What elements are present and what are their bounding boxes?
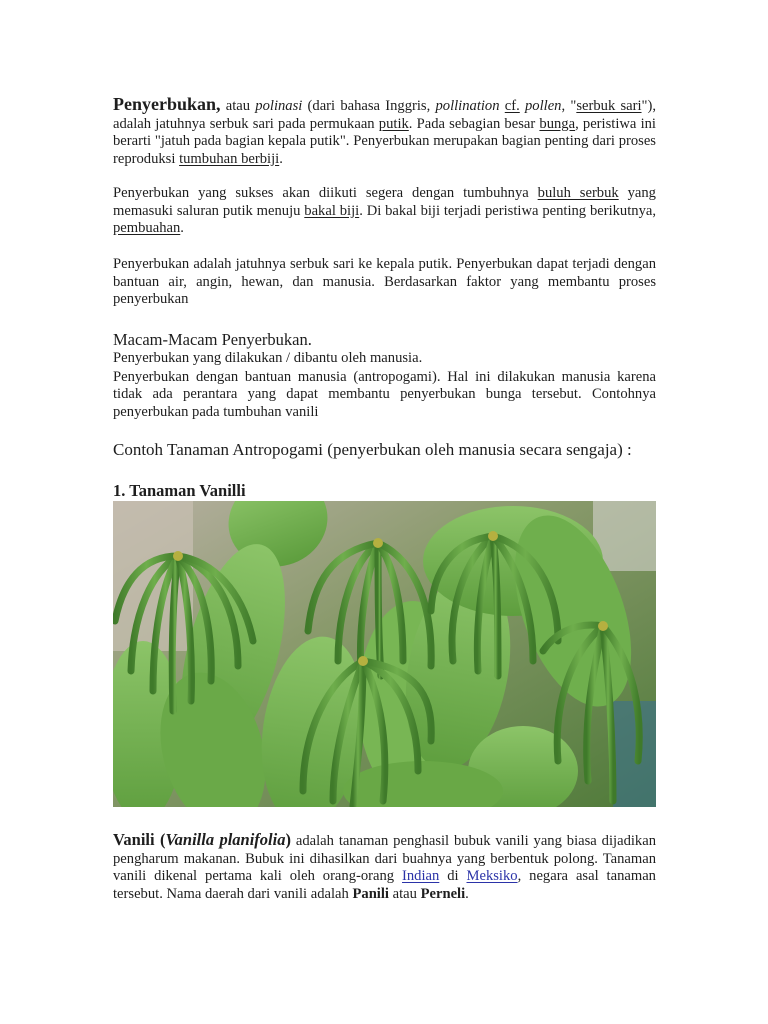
section-macam-penyerbukan (113, 330, 656, 421)
section-paragraph: Penyerbukan dengan bantuan manusia (antropogami). Hal ini dilakukan manusia karena tidak ada perantara yang dapat membantu penyerbukan bunga tersebut. Contohnya penyerbukan pada tumbuhan vanili (113, 368, 656, 420)
paragraph-definisi: Penyerbukan adalah jatuhnya serbuk sari ke kepala putik. Penyerbukan dapat terjadi dengan bantuan air, angin, hewan, dan manusia. Berdasarkan faktor yang membantu proses penyerbukan (113, 256, 656, 308)
contoh-heading: Contoh Tanaman Antropogami (penyerbukan oleh manusia secara sengaja) : (113, 440, 632, 459)
term-perneli: Perneli (420, 885, 466, 902)
link-serbuk-sari[interactable]: serbuk sari (576, 98, 642, 114)
term-penyerbukan: Penyerbukan, (113, 94, 221, 114)
link-buluh-serbuk[interactable]: buluh serbuk (537, 185, 619, 201)
term-polinasi: polinasi (255, 98, 303, 114)
intro-paragraph: Penyerbukan, atau polinasi (dari bahasa Inggris, pollination cf. pollen, "serbuk sari"), adalah jatuhnya serbuk sari pada permukaan putik. Pada sebagian besar bunga, peristiwa ini berarti "jatuh pada bagian kepala putik". Penyerbukan merupakan bagian penting dari proses reproduksi tumbuhan berbiji. (113, 94, 656, 167)
vanilla-plant-photo (113, 501, 656, 807)
link-tumbuhan-berbiji[interactable]: tumbuhan berbiji (179, 150, 280, 167)
link-indian[interactable]: Indian (402, 868, 440, 885)
link-meksiko[interactable]: Meksiko (466, 868, 518, 885)
term-panili: Panili (352, 885, 389, 902)
vanili-paragraph: Vanili (Vanilla planifolia) adalah tanaman penghasil bubuk vanili yang biasa dijadikan pengharum makanan. Bubuk ini dihasilkan dari buahnya yang berbentuk polong. Tanaman vanili dikenal pertama kali oleh orang-orang Indian di Meksiko, negara asal tanaman tersebut. Nama daerah dari vanili adalah Panili atau Perneli. (113, 830, 656, 902)
link-bunga[interactable]: bunga (539, 115, 576, 132)
latin-name: Vanilla planifolia (165, 830, 286, 849)
link-cf[interactable]: cf. (504, 98, 520, 114)
section-line: Penyerbukan yang dilakukan / dibantu oleh manusia. (113, 350, 423, 366)
link-putik[interactable]: putik (378, 115, 409, 132)
term-vanili: Vanili (113, 830, 155, 849)
section-heading: Macam-Macam Penyerbukan. (113, 330, 312, 349)
paragraph-buluh-serbuk: Penyerbukan yang sukses akan diikuti segera dengan tumbuhnya buluh serbuk yang memasuki saluran putik menuju bakal biji. Di bakal biji terjadi peristiwa penting berikutnya, pembuahan. (113, 185, 657, 237)
vanilla-photo-illustration (113, 501, 656, 807)
link-bakal-biji[interactable]: bakal biji (304, 202, 360, 219)
item-heading: 1. Tanaman Vanilli (113, 481, 246, 500)
link-pembuahan[interactable]: pembuahan (113, 220, 181, 237)
